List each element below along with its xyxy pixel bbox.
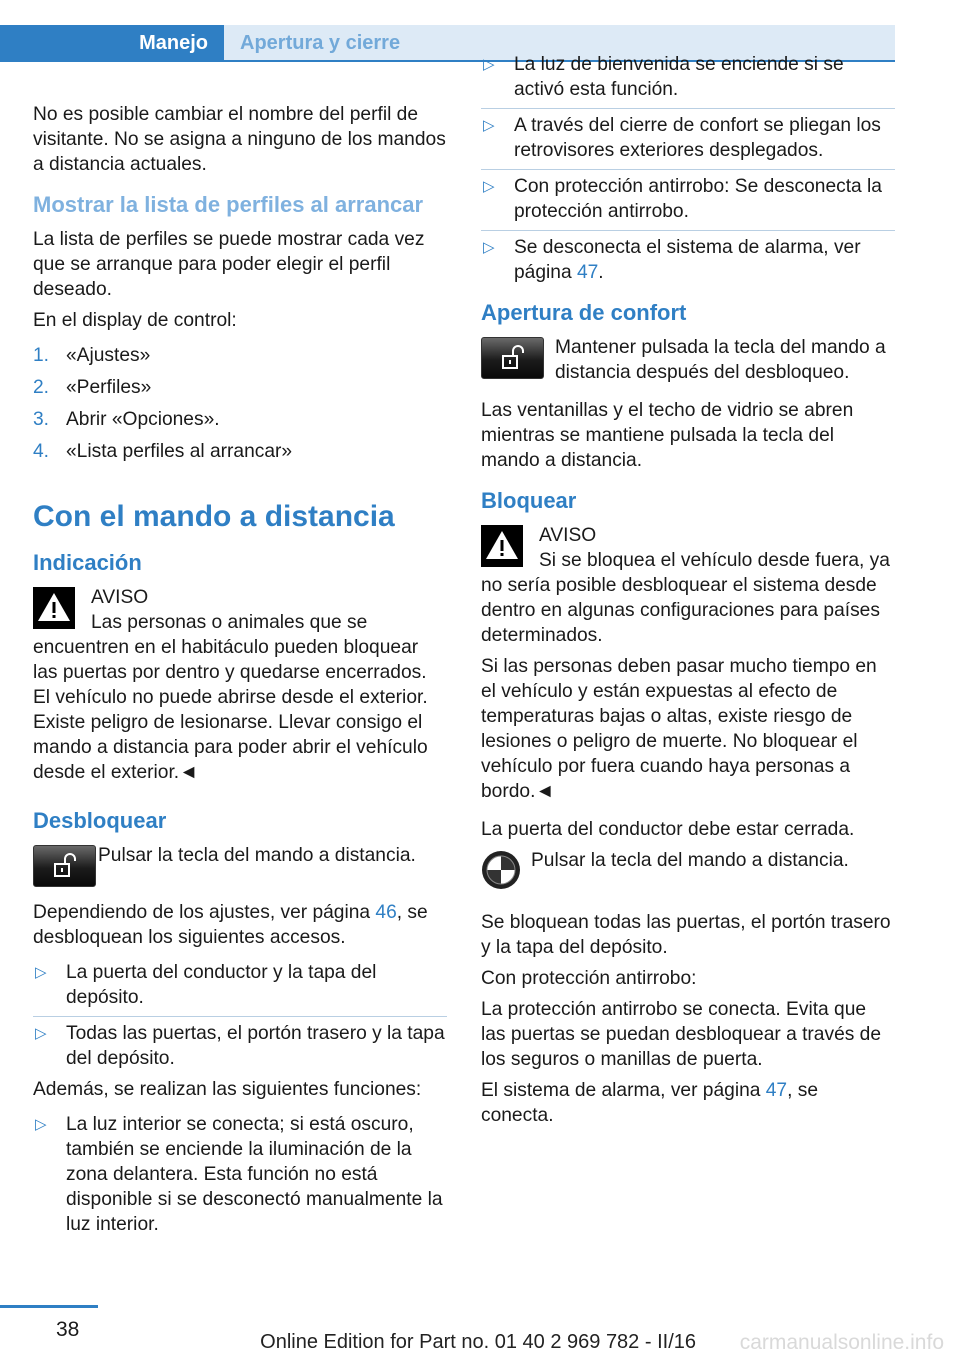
list-item: ▷ La luz de bienvenida se enciende si se activó esta función. (483, 54, 844, 100)
unlock-instruction (33, 843, 447, 887)
list-item: ▷ A través del cierre de confort se pliegan los retrovisores exteriores desplegados. (481, 108, 895, 163)
list-item: ▷ La luz interior se conecta; si está oscuro, también se enciende la iluminación de la zona delantera. Esta función no está disponible si se desconectó manualmente la luz interior. (35, 1114, 443, 1235)
functions-list-continued (481, 52, 895, 285)
list-item: 2. «Perfiles» (33, 377, 152, 398)
lock-text: Pulsar la tecla del mando a distancia. (531, 850, 849, 871)
paragraph-depending: Dependiendo de los ajustes, ver página 46, se desbloquean los siguientes accesos. (33, 902, 428, 948)
triangle-bullet-icon: ▷ (35, 964, 47, 981)
list-item: ▷ Todas las puertas, el portón trasero y la tapa del depósito. (33, 1016, 447, 1071)
steps-list (33, 343, 447, 471)
heading-comfort-opening: Apertura de confort (481, 300, 687, 325)
warning-text: Si se bloquea el vehículo desde fuera, ya no sería posible desbloquear el sistema desde dentro en algunas configuraciones para países determinados. (481, 550, 890, 646)
triangle-bullet-icon: ▷ (483, 178, 495, 195)
paragraph-functions: Además, se realizan las siguientes funciones: (33, 1079, 422, 1100)
paragraph-antitheft: Con protección antirrobo: (481, 968, 697, 989)
lock-instruction (481, 848, 895, 897)
warning-box (481, 523, 895, 648)
heading-lock: Bloquear (481, 488, 577, 513)
comfort-text: Mantener pulsada la tecla del mando a distancia después del desbloqueo. (555, 337, 886, 383)
section-tab-manejo[interactable]: Manejo (0, 25, 224, 62)
list-item: 3. Abrir «Opciones». (33, 409, 220, 430)
list-item: 1. «Ajustes» (33, 345, 151, 366)
heading-show-profiles: Mostrar la lista de perfiles al arrancar (33, 192, 424, 217)
triangle-bullet-icon: ▷ (483, 239, 495, 256)
left-column (33, 102, 447, 1243)
unlock-key-icon (33, 845, 96, 887)
heading-note: Indicación (33, 550, 142, 575)
warning-box (33, 585, 447, 785)
right-column (481, 52, 895, 1134)
bmw-logo-icon (481, 850, 521, 890)
unlock-key-icon (481, 337, 544, 379)
triangle-bullet-icon: ▷ (483, 117, 495, 134)
triangle-bullet-icon: ▷ (35, 1025, 47, 1042)
paragraph-windows: Las ventanillas y el techo de vidrio se abren mientras se mantiene pulsada la tecla del mando a distancia. (481, 400, 854, 471)
watermark: carmanualsonline.info (739, 1331, 944, 1354)
triangle-bullet-icon: ▷ (35, 1116, 47, 1133)
section-tab-apertura[interactable]: Apertura y cierre (240, 32, 401, 54)
functions-list-start (33, 1108, 447, 1237)
warning-icon (481, 525, 523, 567)
paragraph-exposure: Si las personas deben pasar mucho tiempo en el vehículo y están expuestas al efecto de temperaturas bajas o altas, existe riesgo de lesiones o peligro de muerte. No bloquear el vehículo por fuera cuando haya personas a bordo.◄ (481, 656, 877, 802)
warning-icon (33, 587, 75, 629)
paragraph-visitor-profile: No es posible cambiar el nombre del perfil de visitante. No se asigna a ninguno de los mandos a distancia actuales. (33, 104, 446, 175)
page-link-47[interactable]: 47 (765, 1080, 788, 1101)
triangle-bullet-icon: ▷ (483, 56, 495, 73)
paragraph-locked: Se bloquean todas las puertas, el portón trasero y la tapa del depósito. (481, 912, 891, 958)
paragraph-driver-door: La puerta del conductor debe estar cerrada. (481, 819, 855, 840)
edition-text: Online Edition for Part no. 01 40 2 969 782 - II/16 (260, 1331, 696, 1353)
paragraph-profiles-list: La lista de perfiles se puede mostrar cada vez que se arranque para poder elegir el perfil deseado. (33, 229, 425, 300)
access-list (33, 956, 447, 1071)
list-item: ▷ Con protección antirrobo: Se desconecta la protección antirrobo. (481, 169, 895, 224)
list-item: ▷ La puerta del conductor y la tapa del depósito. (35, 962, 377, 1008)
paragraph-display: En el display de control: (33, 310, 237, 331)
page-link-47[interactable]: 47 (576, 262, 599, 283)
page-number: 38 (56, 1318, 80, 1341)
paragraph-alarm: El sistema de alarma, ver página 47, se conecta. (481, 1080, 819, 1126)
warning-title: AVISO (91, 587, 149, 608)
heading-unlock: Desbloquear (33, 808, 167, 833)
warning-title: AVISO (539, 525, 597, 546)
page-link-46[interactable]: 46 (375, 902, 397, 923)
footer-rule (0, 1305, 98, 1308)
heading-remote-control: Con el mando a distancia (33, 500, 395, 533)
comfort-instruction (481, 335, 895, 385)
list-item: 4. «Lista perfiles al arrancar» (33, 441, 293, 462)
paragraph-antitheft-detail: La protección antirrobo se conecta. Evita que las puertas se puedan desbloquear a través de los seguros o manillas de puerta. (481, 999, 882, 1070)
warning-text: Las personas o animales que se encuentren en el habitáculo pueden bloquear las puertas por dentro y quedarse encerrados. El vehículo no puede abrirse desde el exterior. Existe peligro de lesionarse. Llevar consigo el mando a distancia para poder abrir el vehículo desde el exterior.◄ (33, 612, 428, 783)
list-item: ▷ Se desconecta el sistema de alarma, ver página 47. (481, 230, 895, 285)
unlock-text: Pulsar la tecla del mando a distancia. (98, 845, 416, 866)
